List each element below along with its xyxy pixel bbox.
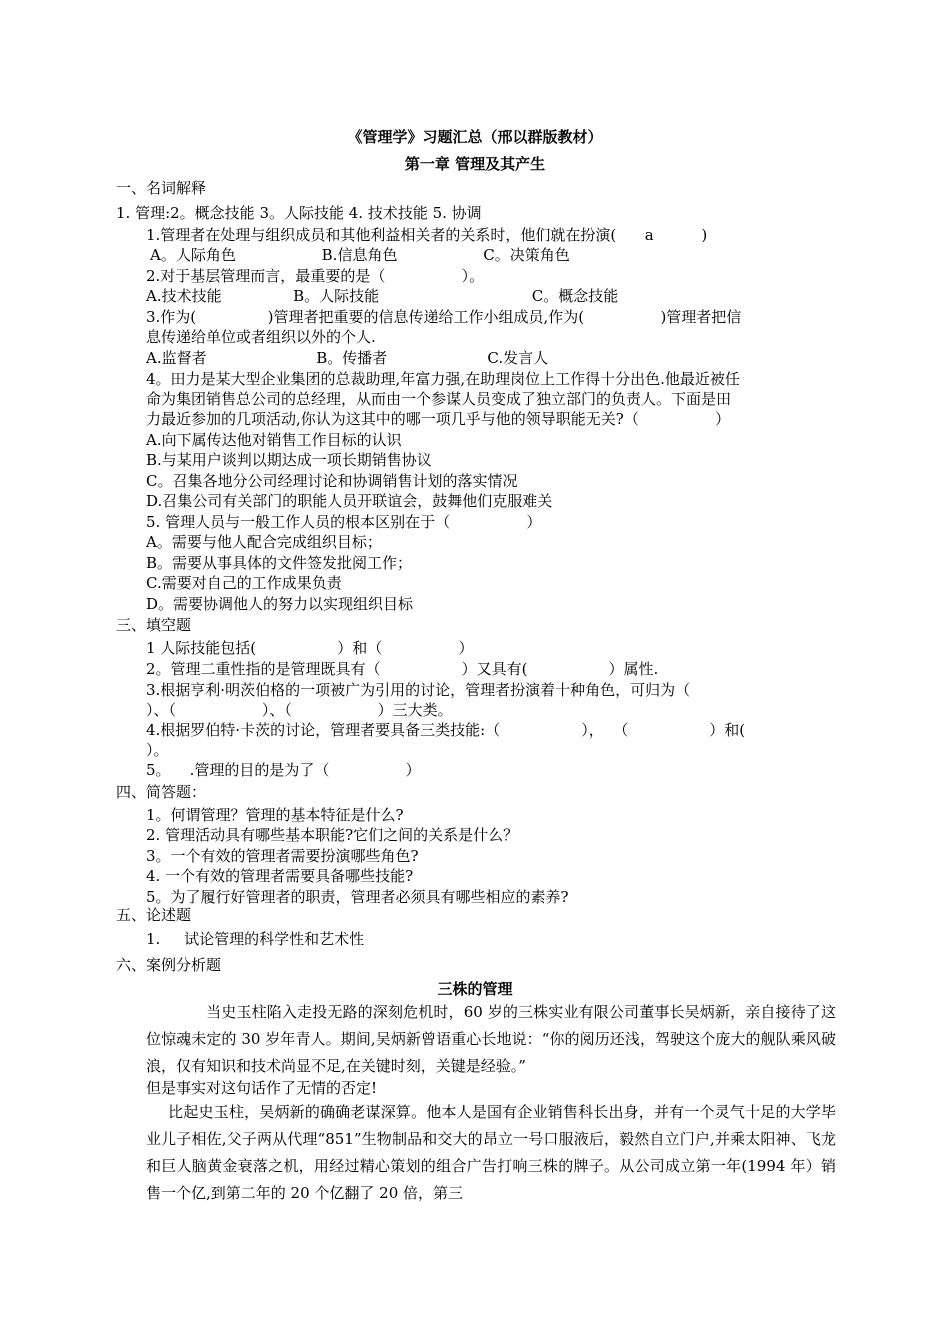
case-title: 三株的管理 [437,980,513,998]
fill-3-line-2: ）、（ ）、（ ）三大类。 [146,701,453,719]
question-4-line-2: 命为集团销售总公司的总经理，从而由一个参谋人员变成了独立部门的负责人。下面是田 [146,390,732,408]
question-4-line-1: 4。田力是某大型企业集团的总裁助理,年富力强,在助理岗位上工作得十分出色.他最近被任 [146,370,740,388]
section-heading-short-answer: 四、简答题： [116,783,207,801]
short-answer-4: 4. 一个有效的管理者需要具备哪些技能? [146,867,414,885]
question-5: 5. 管理人员与一般工作人员的根本区别在于（ ） [146,513,542,531]
question-2-options: A.技术技能 B。人际技能 C。概念技能 [146,287,619,305]
question-3-line-1: 3.作为( )管理者把重要的信息传递给工作小组成员,作为( )管理者把信 [146,308,742,326]
question-5-option-c: C.需要对自己的工作成果负责 [146,574,342,592]
fill-5: 5。 .管理的目的是为了（ ） [146,761,421,779]
essay-1: 1. 试论管理的科学性和艺术性 [146,930,365,948]
section-heading-terms: 一、名词解释 [116,179,207,197]
question-4-option-a: A.向下属传达他对销售工作目标的认识 [146,431,402,449]
fill-3-line-1: 3.根据亨利·明茨伯格的一项被广为引用的讨论，管理者扮演着十种角色，可归为（ [146,681,691,699]
question-5-option-a: A。需要与他人配合完成组织目标； [146,533,382,551]
case-paragraph-2: 但是事实对这句话作了无情的否定! [146,1079,378,1097]
question-4-option-d: D.召集公司有关部门的职能人员开联谊会，鼓舞他们克服难关 [146,492,553,510]
fill-1: 1 人际技能包括( ）和（ ） [146,639,474,657]
question-5-option-d: D。需要协调他人的努力以实现组织目标 [146,595,414,613]
section-heading-case: 六、案例分析题 [116,956,222,974]
question-2: 2.对于基层管理而言，最重要的是（ ）。 [146,267,485,285]
chapter-title: 第一章 管理及其产生 [404,155,546,173]
fill-2: 2。管理二重性指的是管理既具有（ ）又具有( ）属性. [146,660,659,678]
question-3-line-2: 息传递给单位或者组织以外的个人. [146,328,376,346]
section-heading-fill: 三、填空题 [116,616,192,634]
short-answer-1: 1。何谓管理？管理的基本特征是什么? [146,806,404,824]
document-title: 《管理学》习题汇总（邢以群版教材） [347,128,603,146]
short-answer-3: 3。一个有效的管理者需要扮演哪些角色? [146,847,419,865]
terms-list: 1. 管理:2。概念技能 3。人际技能 4. 技术技能 5. 协调 [116,204,482,222]
fill-4-line-1: 4.根据罗伯特·卡茨的讨论，管理者要具备三类技能:（ ）， （ ）和( [146,721,746,739]
question-5-option-b: B。需要从事具体的文件签发批阅工作； [146,554,413,572]
question-4-option-b: B.与某用户谈判以期达成一项长期销售协议 [146,451,432,469]
short-answer-5: 5。为了履行好管理者的职责，管理者必须具有哪些相应的素养? [146,888,569,906]
case-paragraph-1: 当史玉柱陷入走投无路的深刻危机时，60 岁的三株实业有限公司董事长吴炳新，亲自接待了这位惊魂未定的 30 岁年青人。期间,吴炳新曾语重心长地说：“你的阅历还浅，驾驶这个庞大的舰队乘风破浪，仅有知识和技术尚显不足,在关键时刻，关键是经验。” [146,1003,836,1075]
question-4-option-c: C。召集各地分公司经理讨论和协调销售计划的落实情况 [146,472,518,490]
question-1-options: A。人际角色 B.信息角色 C。决策角色 [150,246,570,264]
question-4-line-3: 力最近参加的几项活动,你认为这其中的哪一项几乎与他的领导职能无关?（ ） [146,410,731,428]
question-1: 1.管理者在处理与组织成员和其他利益相关者的关系时，他们就在扮演( a ) [146,226,708,244]
section-heading-essay: 五、论述题 [116,906,192,924]
fill-4-line-2: ）。 [146,741,169,759]
question-3-options: A.监督者 B。传播者 C.发言人 [146,349,549,367]
short-answer-2: 2. 管理活动具有哪些基本职能?它们之间的关系是什么？ [146,826,519,844]
case-paragraph-3: 比起史玉柱，吴炳新的确确老谋深算。他本人是国有企业销售科长出身，并有一个灵气十足的大学毕业儿子相佐,父子两从代理“851”生物制品和交大的昂立一号口服液后，毅然自立门户,并乘太阳神、飞龙和巨人脑黄金衰落之机，用经过精心策划的组合广告打响三株的牌子。从公司成立第一年(1994 年）销售一个亿,到第二年的 20 个亿翻了 20 倍，第三 [146,1103,836,1202]
